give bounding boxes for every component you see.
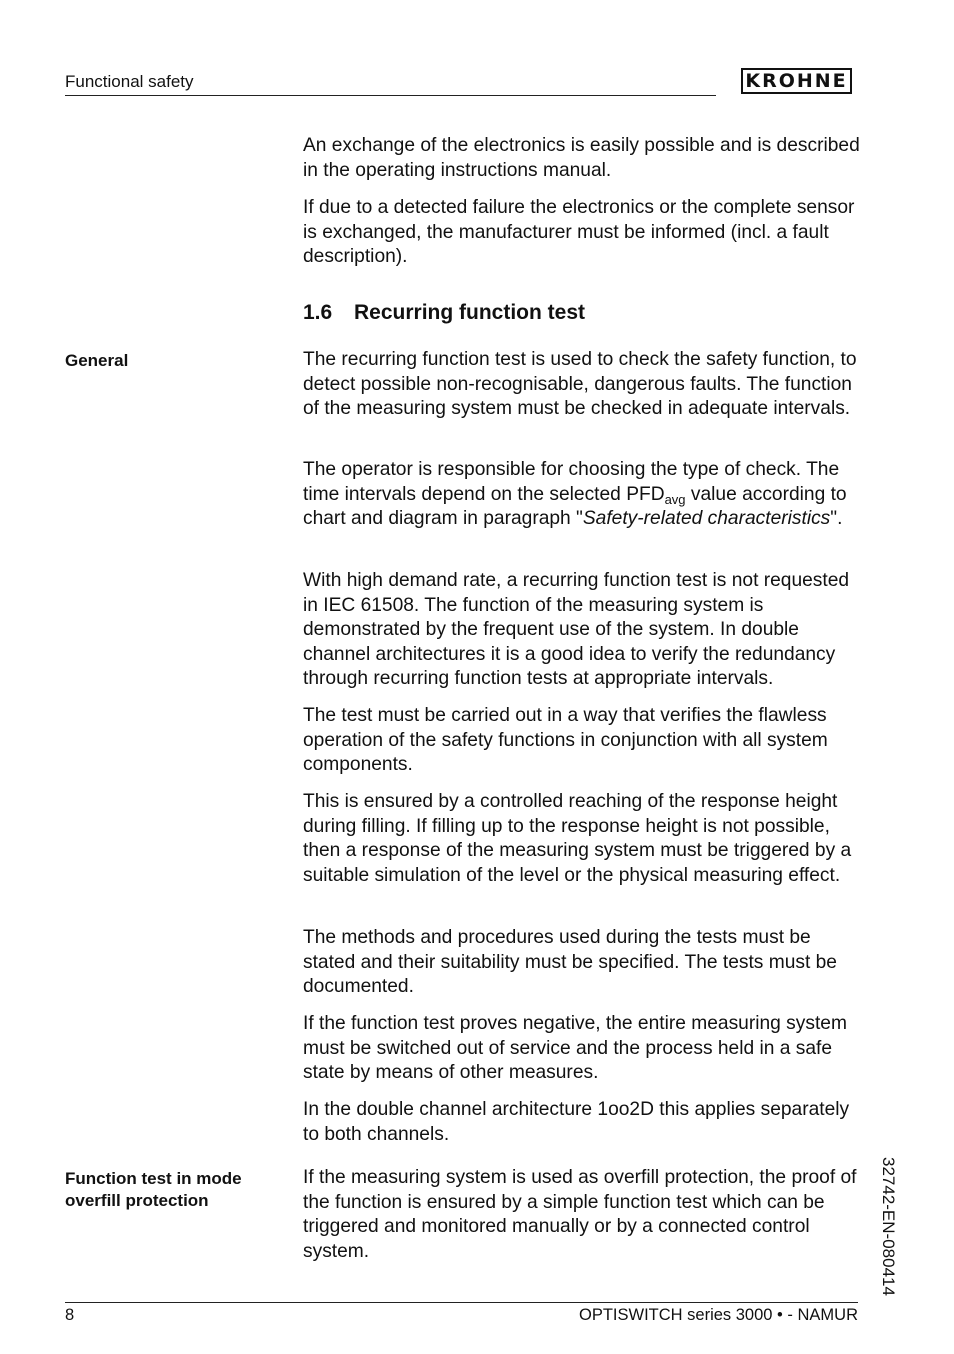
footer-divider [65, 1302, 858, 1303]
general-paragraph-6: The methods and procedures used during the tests must be stated and their suitability must be specified. The tests must be documented. [303, 927, 837, 997]
general-paragraph-7: If the function test proves negative, the entire measuring system must be switched out of service and the process held in a safe state by means of other measures. [303, 1013, 847, 1083]
cross-reference: Safety-related characteristics [582, 508, 831, 529]
logo-text: KROHNE [745, 69, 848, 92]
page-number: 8 [65, 1306, 75, 1324]
general-paragraph-2: The operator is responsible for choosing the type of check. The time intervals depend on the selected $PFD_{avg}$ value according to chart and diagram in paragraph "Safety-related characteristics". [303, 459, 847, 529]
footer-document-title: OPTISWITCH series 3000 • - NAMUR [579, 1306, 858, 1324]
section-title: Recurring function test [354, 301, 586, 324]
general-paragraph-4: The test must be carried out in a way that verifies the flawless operation of the safety functions in conjunction with all system components. [303, 705, 828, 775]
header-divider [65, 95, 716, 96]
overfill-paragraph-1: If the measuring system is used as overfill protection, the proof of the function is ensured by a simple function test which can be triggered and monitored manually or by a connected control system. [303, 1167, 857, 1262]
general-paragraph-3: With high demand rate, a recurring function test is not requested in IEC 61508. The function of the measuring system is demonstrated by the frequent use of the system. In double channel architectures it is a good idea to verify the redundancy through recurring function tests at appropriate intervals. [303, 570, 850, 689]
running-header: Functional safety [65, 72, 194, 91]
section-heading [303, 301, 585, 325]
general-paragraph-5: This is ensured by a controlled reaching of the response height during filling. If filling up to the response height is not possible, then a response of the measuring system must be triggered by a suitable simulation of the level or the physical measuring effect. [303, 791, 852, 886]
margin-label-overfill: Function test in mode overfill protection [65, 1169, 242, 1210]
intro-paragraph-1: An exchange of the electronics is easily possible and is described in the operating instructions manual. [303, 135, 860, 181]
intro-paragraph-2: If due to a detected failure the electronics or the complete sensor is exchanged, the manufacturer must be informed (incl. a fault description). [303, 197, 855, 267]
section-number: 1.6 [303, 301, 333, 324]
general-paragraph-1: The recurring function test is used to check the safety function, to detect possible non-recognisable, dangerous faults. The function of the measuring system must be checked in adequate intervals. [303, 349, 857, 419]
document-id: 32742-EN-080414 [879, 1157, 898, 1296]
krohne-logo [741, 68, 852, 94]
margin-label-general: General [65, 351, 129, 370]
general-paragraph-8: In the double channel architecture 1oo2D this applies separately to both channels. [303, 1099, 850, 1145]
